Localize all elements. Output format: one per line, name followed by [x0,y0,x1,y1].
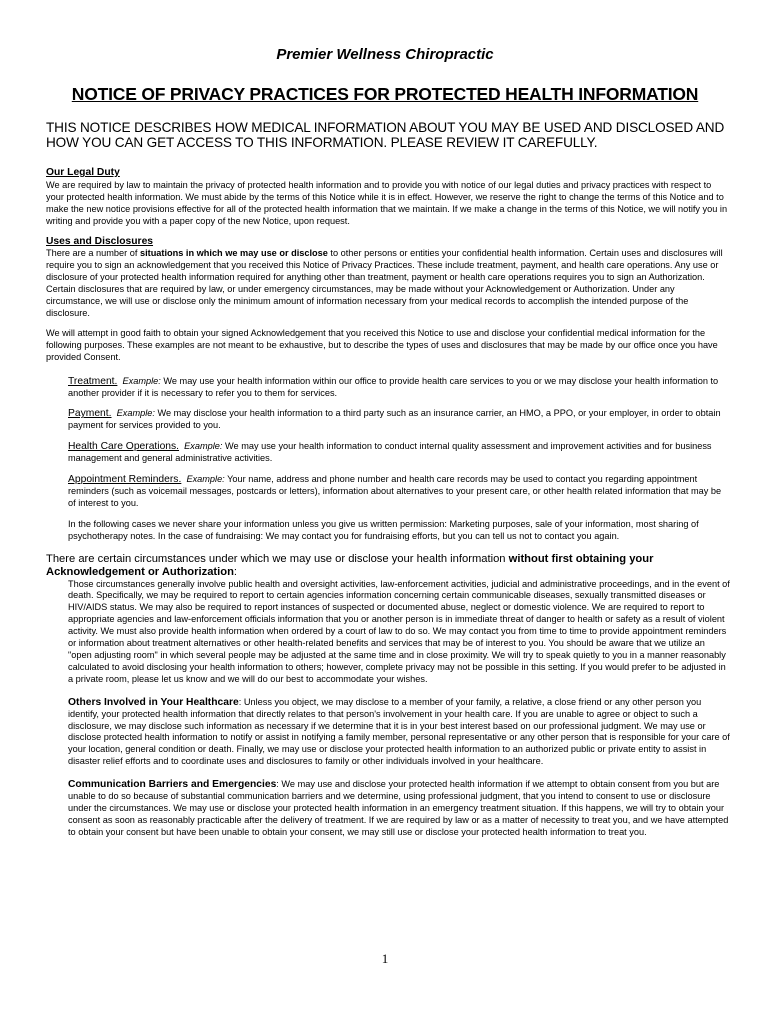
example-label: Example: [122,375,161,386]
others-involved-paragraph [68,697,730,768]
notice-intro: THIS NOTICE DESCRIBES HOW MEDICAL INFORMATION ABOUT YOU MAY BE USED AND DISCLOSED AND HOW YOU CAN GET ACCESS TO THIS INFORMATION. PLEASE REVIEW IT CAREFULLY. [46,120,725,150]
example-label: Example: [116,408,155,419]
without-colon: : [233,565,238,578]
uses-p1-bold: situations in which we may use or disclose [139,248,328,259]
without-bold: without first obtaining your Acknowledgement or Authorization [46,552,654,578]
treatment-label: Treatment. [68,375,118,387]
permission-paragraph: In the following cases we never share your information unless you give us written permission: Marketing purposes, sale of your information, most sharing of psychotherapy notes. In the case of fundraising: We may contact you for fundraising efforts, but you can tell us not to contact you again. [68,518,699,541]
uses-heading: Uses and Disclosures [46,235,154,247]
operations-label: Health Care Operations. [68,441,180,453]
notice-body [46,167,730,839]
treatment-item [68,376,730,400]
without-authorization-intro [46,553,730,579]
payment-item [68,408,730,432]
treatment-text: We may use your health information within our office to provide health care services to you or we may disclose your health information to another provider if it is necessary to refer you to them for services. [68,375,719,398]
barriers-text: : We may use and disclose your protected health information if we attempt to obtain consent from you but are unable to do so because of substantial communication barriers and we determine, using professional judgment, that you intend to consent to use or disclosure under the circumstances. We may use or disclose your protected health information in an emergency treatment situation. If this happens, we will try to obtain your consent as soon as reasonably practicable after the delivery of treatment. If we are required by law or as a matter of necessity to treat you, and we have attempted to obtain your consent but have been unable to obtain your consent, we may still use or disclose your protected health information to treat you. [68,779,729,837]
legal-duty-heading: Our Legal Duty [46,167,120,178]
barriers-paragraph [68,779,730,839]
payment-label: Payment. [68,408,112,420]
uses-paragraph-2: We will attempt in good faith to obtain your signed Acknowledgement that you received this Notice to use and disclose your confidential medical information for the following purposes. These examples are not meant to be exhaustive, but to describe the types of uses and disclosures that may be made by our office once you have provided Consent. [46,327,718,362]
page-number: 1 [381,951,389,966]
reminders-text: Your name, address and phone number and health care records may be used to contact you regarding appointment reminders (such as voicemail messages, postcards or letters), information about alternatives to your present care, or other health related information that may be of interest to you. [68,474,722,508]
operations-item [68,441,730,465]
without-authorization-text: Those circumstances generally involve public health and oversight activities, law-enforcement activities, judicial and administrative proceedings, and in the event of death. Specifically, we may be required to report to certain agencies information concerning certain communicable diseases, sexually transmitted diseases or HIV/AIDS status. We may also be required to report instances of suspected or documented abuse, neglect or domestic violence. We are required to report to appropriate agencies and law-enforcement officials information that you or another person is in immediate threat of danger to health or safety as a result of violent activity. We must also provide health information when ordered by a court of law to do so. We may contact you from time to time to provide appointment reminders or information about treatment alternatives or other health-related benefits and services that may be of interest to you. You should be aware that we utilize an "open adjusting room" in which several people may be adjusted at the same time and in close proximity. We will try to speak quietly to you in a manner reasonably calculated to avoid disclosing your health information to others; however, complete privacy may not be possible in this setting. If you would prefer to be adjusted in a private room, please let us know and we will do our best to accommodate your wishes. [68,578,730,684]
uses-p1-rest: to other persons or entities your confidential health information. Certain uses and disclosures will require you to sign an acknowledgement that you received this Notice of Privacy Practices. These include treatment, payment, and health care operations. Any use or disclosure of your protected health information required for anything other than treatment, payment or health care operations requires you to sign an Authorization. Certain disclosures that are required by law, or under emergency circumstances, may be made without your Acknowledgement or Authorization. Under any circumstance, we will use or disclose only the minimum amount of information necessary from your medical records to accomplish the intended purpose of the disclosure. [46,248,723,318]
uses-p1-lead: There are a number of [46,248,140,259]
example-label: Example: [186,474,225,485]
reminders-item [68,474,730,510]
others-text: : Unless you object, we may disclose to a member of your family, a relative, a close friend or any other person you identify, your protected health information that directly relates to that person's involvement in your health care. If you are unable to agree or object to such a disclosure, we may disclose such information as necessary if we determine that it is in your best interest based on our professional judgment. We may use or disclose protected health information to notify or assist in notifying a family member, personal representative or any other person that is responsible for your care of your location, general condition or death. Finally, we may use or disclose your protected health information to an authorized public or private entity to assist in disaster relief efforts and to coordinate uses and disclosures to family or other individuals involved in your healthcare. [68,696,730,767]
clinic-name: Premier Wellness Chiropractic [276,46,494,63]
barriers-heading: Communication Barriers and Emergencies [68,779,277,791]
reminders-label: Appointment Reminders. [68,474,182,486]
example-label: Example: [184,441,223,452]
notice-title: NOTICE OF PRIVACY PRACTICES FOR PROTECTED HEALTH INFORMATION [71,84,699,104]
uses-paragraph-1 [46,248,730,319]
payment-text: We may disclose your health information to a third party such as an insurance carrier, an HMO, a PPO, or your employer, in order to obtain payment for services provided to you. [68,408,721,431]
legal-duty-text: We are required by law to maintain the privacy of protected health information and to provide you with notice of our legal duties and privacy practices with respect to your protected health information. We must abide by the terms of this Notice while it is in effect. However, we reserve the right to change the terms of this Notice and to make the new notice provisions effective for all of the protected health information that we maintain. If we make a change in the terms of this Notice, we will notify you in writing and provide you with a paper copy of the new Notice, upon request. [46,179,728,226]
others-heading: Others Involved in Your Healthcare [68,696,239,708]
without-lead: There are certain circumstances under which we may use or disclose your health information [46,552,509,565]
operations-text: We may use your health information to conduct internal quality assessment and improvement activities and for business management and general administrative activities. [68,441,712,464]
